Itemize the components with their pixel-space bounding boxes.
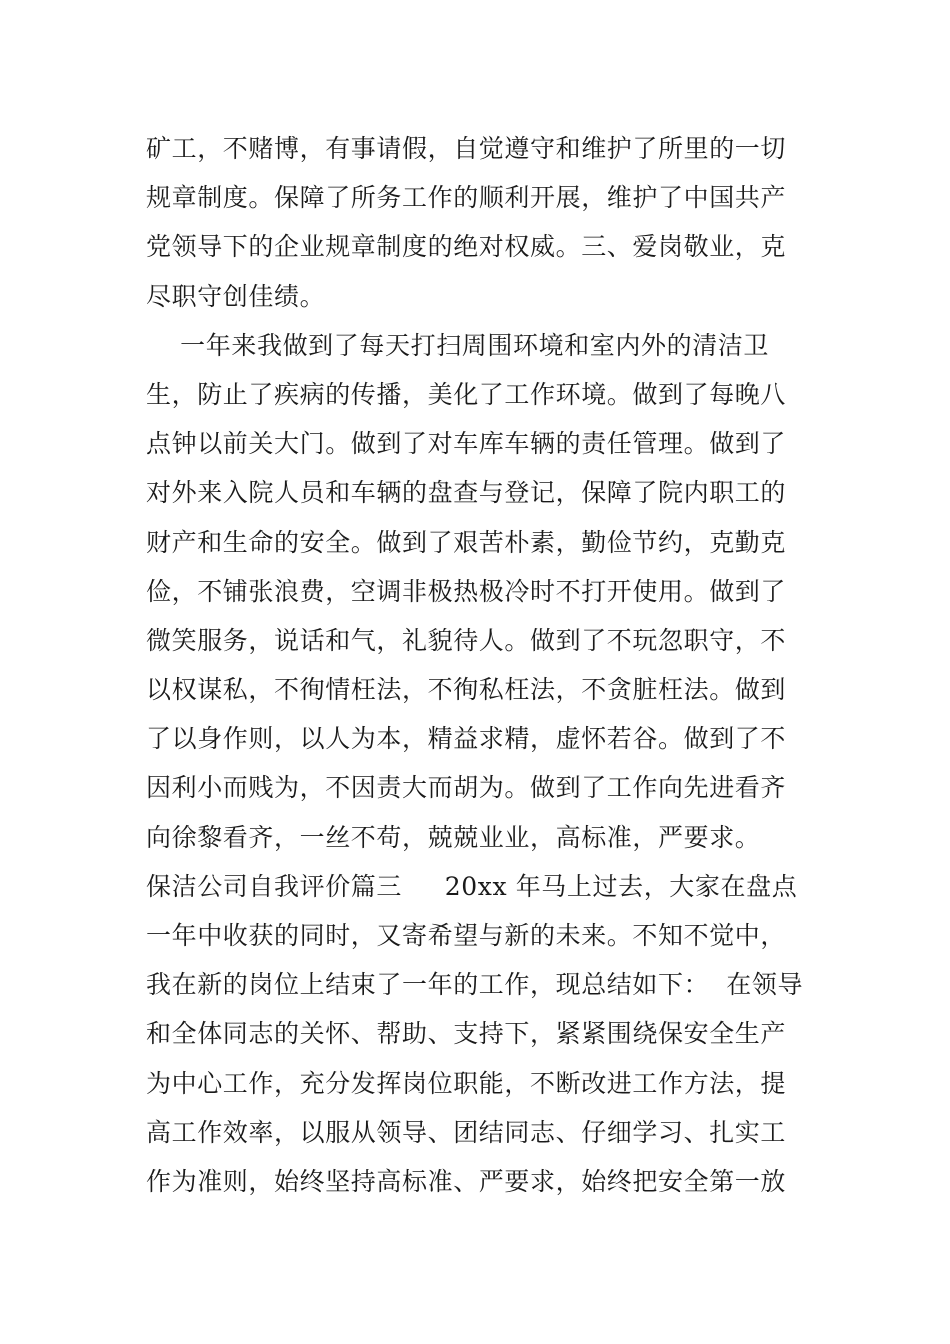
text-line: 我在新的岗位上结束了一年的工作，现总结如下： 在领导 <box>146 970 804 1000</box>
text-line: 生，防止了疾病的传播，美化了工作环境。做到了每晚八 <box>146 379 787 409</box>
text-line: 了以身作则，以人为本，精益求精，虚怀若谷。做到了不 <box>146 724 787 754</box>
text-line: 作为准则，始终坚持高标准、严要求，始终把安全第一放 <box>146 1166 787 1196</box>
text-line: 矿工，不赌博，有事请假，自觉遵守和维护了所里的一切 <box>146 134 787 163</box>
body-text <box>146 124 816 1206</box>
text-line: 保洁公司自我评价篇三 20xx 年马上过去，大家在盘点 <box>146 871 798 901</box>
text-line: 点钟以前关大门。做到了对车库车辆的责任管理。做到了 <box>146 429 787 459</box>
text-line: 向徐黎看齐，一丝不苟，兢兢业业，高标准，严要求。 <box>146 822 761 852</box>
text-line: 俭，不铺张浪费，空调非极热极冷时不打开使用。做到了 <box>146 576 787 606</box>
text-line: 微笑服务，说话和气，礼貌待人。做到了不玩忽职守，不 <box>146 625 787 655</box>
text-line: 尽职守创佳绩。 <box>146 281 326 311</box>
text-line: 一年中收获的同时，又寄希望与新的未来。不知不觉中， <box>146 921 787 950</box>
text-line: 因利小而贱为，不因责大而胡为。做到了工作向先进看齐 <box>146 773 787 803</box>
text-line: 以权谋私，不徇情枉法，不徇私枉法，不贪脏枉法。做到 <box>146 675 787 705</box>
text-line: 财产和生命的安全。做到了艰苦朴素，勤俭节约，克勤克 <box>146 527 787 557</box>
text-line: 党领导下的企业规章制度的绝对权威。三、爱岗敬业，克 <box>146 232 787 262</box>
text-line: 对外来入院人员和车辆的盘查与登记，保障了院内职工的 <box>146 478 787 508</box>
text-line: 高工作效率，以服从领导、团结同志、仔细学习、扎实工 <box>146 1117 787 1147</box>
text-line: 规章制度。保障了所务工作的顺利开展，维护了中国共产 <box>146 183 787 213</box>
text-line: 和全体同志的关怀、帮助、支持下，紧紧围绕保安全生产 <box>146 1019 787 1049</box>
text-line: 为中心工作，充分发挥岗位职能，不断改进工作方法，提 <box>146 1068 787 1098</box>
text-line: 一年来我做到了每天打扫周围环境和室内外的清洁卫 <box>146 330 769 360</box>
